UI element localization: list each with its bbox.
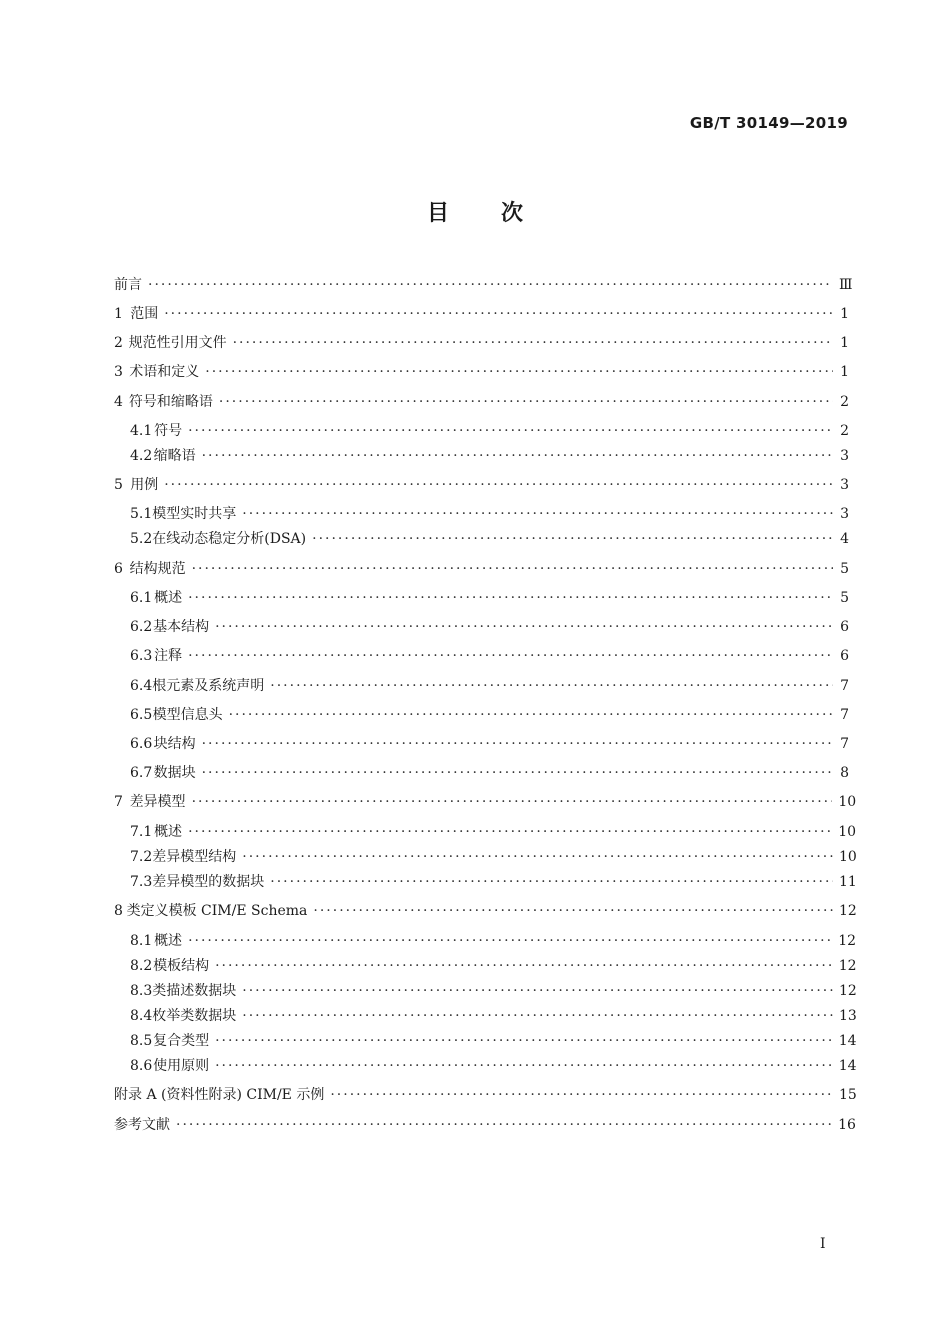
toc-entry-label: 符号和缩略语	[128, 394, 213, 410]
toc-entry-page: 13	[839, 1008, 857, 1024]
toc-entry-page: 12	[838, 903, 857, 919]
dot-leader	[202, 448, 833, 464]
toc-entry-label: 范围	[130, 306, 159, 322]
toc-entry-page: 12	[838, 958, 857, 974]
page-number: I	[820, 1236, 826, 1252]
dot-leader	[242, 506, 833, 522]
dot-leader	[313, 903, 833, 919]
toc-entry-label: 符号	[154, 423, 183, 439]
toc-entry-page: 7	[840, 736, 849, 752]
toc-entry-label: 概述	[154, 590, 183, 606]
toc-entry[interactable]	[130, 616, 849, 636]
toc-entry-label: 概述	[154, 933, 183, 949]
dot-leader	[330, 1087, 833, 1103]
toc-entry-label: 差异模型结构	[152, 849, 237, 865]
dot-leader	[270, 678, 833, 694]
toc-entry-number: 6.5	[130, 707, 153, 723]
toc-entry-number: 8.3	[130, 983, 153, 999]
toc-entry-page: 10	[838, 824, 857, 840]
toc-entry[interactable]	[114, 1084, 857, 1104]
dot-leader	[192, 794, 833, 810]
toc-entry-label: 数据块	[153, 765, 196, 781]
page-title: 目次	[426, 201, 575, 226]
toc-entry-label: 模型信息头	[152, 707, 223, 723]
dot-leader	[148, 277, 833, 293]
toc-entry-page: 6	[840, 648, 849, 664]
toc-entry-label: 类描述数据块	[152, 983, 237, 999]
toc-entry-page: 3	[840, 448, 849, 464]
toc-entry-page: 14	[838, 1033, 857, 1049]
dot-leader	[219, 394, 833, 410]
toc-entry-label: 枚举类数据块	[152, 1008, 237, 1024]
dot-leader	[176, 1117, 832, 1133]
toc-entry-number: 6	[114, 561, 123, 577]
toc-entry[interactable]	[130, 1005, 857, 1025]
toc-entry[interactable]	[114, 474, 849, 494]
toc-entry-number: 8.6	[130, 1058, 153, 1074]
toc-entry[interactable]	[114, 332, 849, 352]
toc-entry-number: 6.2	[130, 619, 153, 635]
toc-entry-number: 8.1	[130, 933, 153, 949]
toc-entry-number: 5.1	[130, 506, 153, 522]
toc-entry[interactable]	[114, 303, 849, 323]
toc-entry-label: 用例	[130, 477, 159, 493]
toc-entry-label: 结构规范	[129, 561, 186, 577]
toc-entry-label: 参考文献	[114, 1117, 170, 1133]
toc-entry-number: 8	[114, 903, 123, 919]
toc-entry-label: 概述	[154, 824, 183, 840]
dot-leader	[188, 824, 832, 840]
dot-leader	[215, 619, 833, 635]
dot-leader	[229, 707, 833, 723]
toc-entry-label: 模型实时共享	[152, 506, 237, 522]
toc-entry[interactable]	[130, 762, 849, 782]
toc-entry-page: 7	[840, 707, 849, 723]
toc-entry-label: 复合类型	[153, 1033, 210, 1049]
toc-entry-label: 术语和定义	[129, 364, 200, 380]
toc-entry-page: Ⅲ	[839, 277, 853, 293]
toc-entry-label: 根元素及系统声明	[152, 678, 265, 694]
toc-entry-number: 6.6	[130, 736, 153, 752]
toc-entry-page: 10	[839, 849, 857, 865]
toc-entry-number: 6.1	[130, 590, 153, 606]
dot-leader	[205, 364, 833, 380]
toc-entry-number: 7.2	[130, 849, 153, 865]
toc-entry[interactable]	[130, 1030, 857, 1050]
toc-entry-page: 15	[839, 1087, 857, 1103]
toc-entry[interactable]	[114, 391, 849, 411]
toc-entry[interactable]	[114, 274, 853, 294]
toc-entry-label: 前言	[114, 277, 142, 293]
toc-entry[interactable]	[114, 791, 857, 811]
standard-code: GB/T 30149—2019	[689, 114, 848, 132]
toc-entry-page: 2	[840, 394, 849, 410]
toc-entry[interactable]	[130, 645, 849, 665]
toc-entry[interactable]	[130, 528, 849, 548]
toc-entry-page: 1	[840, 306, 849, 322]
toc-entry[interactable]	[130, 675, 849, 695]
toc-entry[interactable]	[130, 1055, 857, 1075]
toc-entry[interactable]	[130, 733, 849, 753]
toc-entry[interactable]	[130, 955, 857, 975]
toc-entry[interactable]	[130, 871, 857, 891]
toc-entry-page: 14	[838, 1058, 857, 1074]
toc-entry-page: 3	[840, 506, 849, 522]
dot-leader	[188, 423, 833, 439]
toc-entry-number: 8.2	[130, 958, 153, 974]
toc-entry-number: 7.1	[130, 824, 153, 840]
toc-entry-label: 模板结构	[153, 958, 210, 974]
toc-entry-number: 8.4	[130, 1008, 153, 1024]
toc-entry-number: 6.3	[130, 648, 153, 664]
dot-leader	[215, 1058, 833, 1074]
toc-entry-page: 2	[840, 423, 849, 439]
toc-entry-number: 5.2	[130, 531, 153, 547]
toc-entry-label: 使用原则	[153, 1058, 210, 1074]
toc-entry-page: 8	[840, 765, 849, 781]
toc-entry-page: 11	[839, 874, 857, 890]
toc-entry-number: 1	[114, 306, 123, 322]
toc-entry-number: 6.4	[130, 678, 153, 694]
toc-entry-number: 3	[114, 364, 123, 380]
toc-entry-page: 12	[838, 933, 857, 949]
toc-entry-label: 注释	[154, 648, 183, 664]
dot-leader	[164, 477, 833, 493]
toc-entry-number: 6.7	[130, 765, 153, 781]
toc-entry-number: 2	[114, 335, 123, 351]
toc-entry[interactable]	[130, 445, 849, 465]
toc-entry[interactable]	[114, 900, 857, 920]
toc-entry[interactable]	[130, 821, 857, 841]
dot-leader	[233, 335, 833, 351]
dot-leader	[188, 590, 833, 606]
dot-leader	[202, 736, 833, 752]
toc-entry[interactable]	[130, 420, 849, 440]
toc-entry-page: 1	[840, 364, 849, 380]
toc-entry[interactable]	[130, 587, 849, 607]
toc-entry-number: 5	[114, 477, 123, 493]
dot-leader	[242, 1008, 833, 1024]
toc-entry[interactable]	[114, 361, 849, 381]
toc-entry-page: 16	[838, 1117, 856, 1133]
toc-entry[interactable]	[130, 930, 857, 950]
toc-entry[interactable]	[130, 980, 857, 1000]
toc-entry-label: 差异模型	[129, 794, 186, 810]
toc-entry-label: 在线动态稳定分析(DSA)	[152, 531, 307, 547]
toc-entry-label: 基本结构	[153, 619, 210, 635]
toc-entry-number: 4.1	[130, 423, 153, 439]
toc-entry-page: 5	[840, 561, 849, 577]
toc-entry-page: 6	[840, 619, 849, 635]
dot-leader	[192, 561, 833, 577]
dot-leader	[215, 958, 833, 974]
dot-leader	[202, 765, 833, 781]
toc-entry-page: 1	[840, 335, 849, 351]
dot-leader	[312, 531, 833, 547]
dot-leader	[242, 983, 833, 999]
toc-entry-label: 缩略语	[153, 448, 196, 464]
toc-entry-number: 8.5	[130, 1033, 153, 1049]
toc-entry[interactable]	[130, 846, 857, 866]
toc-entry-page: 3	[840, 477, 849, 493]
toc-entry-page: 5	[840, 590, 849, 606]
toc-entry-label: 差异模型的数据块	[152, 874, 265, 890]
toc-entry-number: 7	[114, 794, 123, 810]
toc-entry-label: 块结构	[153, 736, 196, 752]
toc-entry-page: 4	[840, 531, 849, 547]
toc-entry[interactable]	[130, 503, 849, 523]
toc-entry-number: 4.2	[130, 448, 153, 464]
toc-entry[interactable]	[130, 704, 849, 724]
dot-leader	[164, 306, 833, 322]
toc-entry-label: 规范性引用文件	[128, 335, 227, 351]
dot-leader	[215, 1033, 833, 1049]
toc-entry-label: 类定义模板 CIM/E Schema	[126, 903, 308, 919]
toc-entry-number: 4	[114, 394, 123, 410]
toc-entry-page: 7	[840, 678, 849, 694]
toc-entry-number: 7.3	[130, 874, 153, 890]
dot-leader	[242, 849, 833, 865]
toc-entry-page: 12	[839, 983, 857, 999]
toc-entry-label: 附录 A (资料性附录) CIM/E 示例	[114, 1087, 325, 1103]
dot-leader	[188, 933, 832, 949]
toc-entry[interactable]	[114, 558, 849, 578]
dot-leader	[270, 874, 833, 890]
toc-entry-page: 10	[838, 794, 857, 810]
toc-entry[interactable]	[114, 1114, 856, 1134]
dot-leader	[188, 648, 833, 664]
